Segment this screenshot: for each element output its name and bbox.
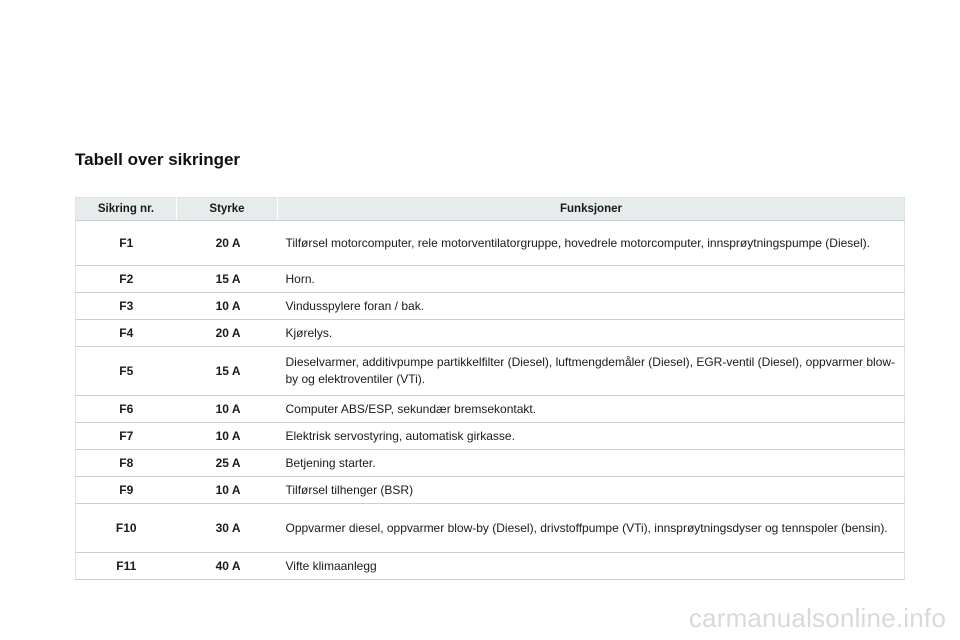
amperage-cell: 10 A bbox=[177, 477, 278, 504]
table-row bbox=[76, 221, 905, 266]
function-cell: Tilførsel motorcomputer, rele motorventilatorgruppe, hovedrele motorcomputer, innsprøytningspumpe (Diesel). bbox=[278, 221, 905, 266]
table-row bbox=[76, 347, 905, 396]
header-amperage: Styrke bbox=[177, 198, 278, 221]
amperage-cell: 10 A bbox=[177, 396, 278, 423]
function-cell: Tilførsel tilhenger (BSR) bbox=[278, 477, 905, 504]
table-row bbox=[76, 320, 905, 347]
function-cell: Horn. bbox=[278, 266, 905, 293]
header-fuse-number: Sikring nr. bbox=[76, 198, 177, 221]
fuse-number-cell: F6 bbox=[76, 396, 177, 423]
fuse-number-cell: F8 bbox=[76, 450, 177, 477]
amperage-cell: 10 A bbox=[177, 423, 278, 450]
table-header-row bbox=[76, 198, 905, 221]
table-row bbox=[76, 553, 905, 580]
fuse-table bbox=[75, 197, 905, 580]
watermark: carmanualsonline.info bbox=[688, 603, 946, 633]
amperage-cell: 40 A bbox=[177, 553, 278, 580]
amperage-cell: 20 A bbox=[177, 320, 278, 347]
fuse-number-cell: F2 bbox=[76, 266, 177, 293]
fuse-number-cell: F7 bbox=[76, 423, 177, 450]
amperage-cell: 10 A bbox=[177, 293, 278, 320]
page-title: Tabell over sikringer bbox=[75, 150, 241, 169]
amperage-cell: 20 A bbox=[177, 221, 278, 266]
fuse-number-cell: F10 bbox=[76, 504, 177, 553]
function-cell: Vindusspylere foran / bak. bbox=[278, 293, 905, 320]
fuse-number-cell: F9 bbox=[76, 477, 177, 504]
fuse-number-cell: F5 bbox=[76, 347, 177, 396]
table-row bbox=[76, 504, 905, 553]
amperage-cell: 15 A bbox=[177, 266, 278, 293]
amperage-cell: 15 A bbox=[177, 347, 278, 396]
table-row bbox=[76, 423, 905, 450]
function-cell: Oppvarmer diesel, oppvarmer blow-by (Diesel), drivstoffpumpe (VTi), innsprøytningsdyser og tennspoler (bensin). bbox=[278, 504, 905, 553]
fuse-number-cell: F4 bbox=[76, 320, 177, 347]
function-cell: Vifte klimaanlegg bbox=[278, 553, 905, 580]
table-row bbox=[76, 477, 905, 504]
amperage-cell: 30 A bbox=[177, 504, 278, 553]
function-cell: Betjening starter. bbox=[278, 450, 905, 477]
fuse-number-cell: F3 bbox=[76, 293, 177, 320]
function-cell: Elektrisk servostyring, automatisk girkasse. bbox=[278, 423, 905, 450]
function-cell: Kjørelys. bbox=[278, 320, 905, 347]
table-row bbox=[76, 450, 905, 477]
table-row bbox=[76, 293, 905, 320]
header-functions: Funksjoner bbox=[278, 198, 905, 221]
fuse-number-cell: F11 bbox=[76, 553, 177, 580]
function-cell: Dieselvarmer, additivpumpe partikkelfilter (Diesel), luftmengdemåler (Diesel), EGR-ventil (Diesel), oppvarmer blow-by og elektroventiler (VTi). bbox=[278, 347, 905, 396]
function-cell: Computer ABS/ESP, sekundær bremsekontakt. bbox=[278, 396, 905, 423]
table-row bbox=[76, 266, 905, 293]
fuse-number-cell: F1 bbox=[76, 221, 177, 266]
table-row bbox=[76, 396, 905, 423]
amperage-cell: 25 A bbox=[177, 450, 278, 477]
